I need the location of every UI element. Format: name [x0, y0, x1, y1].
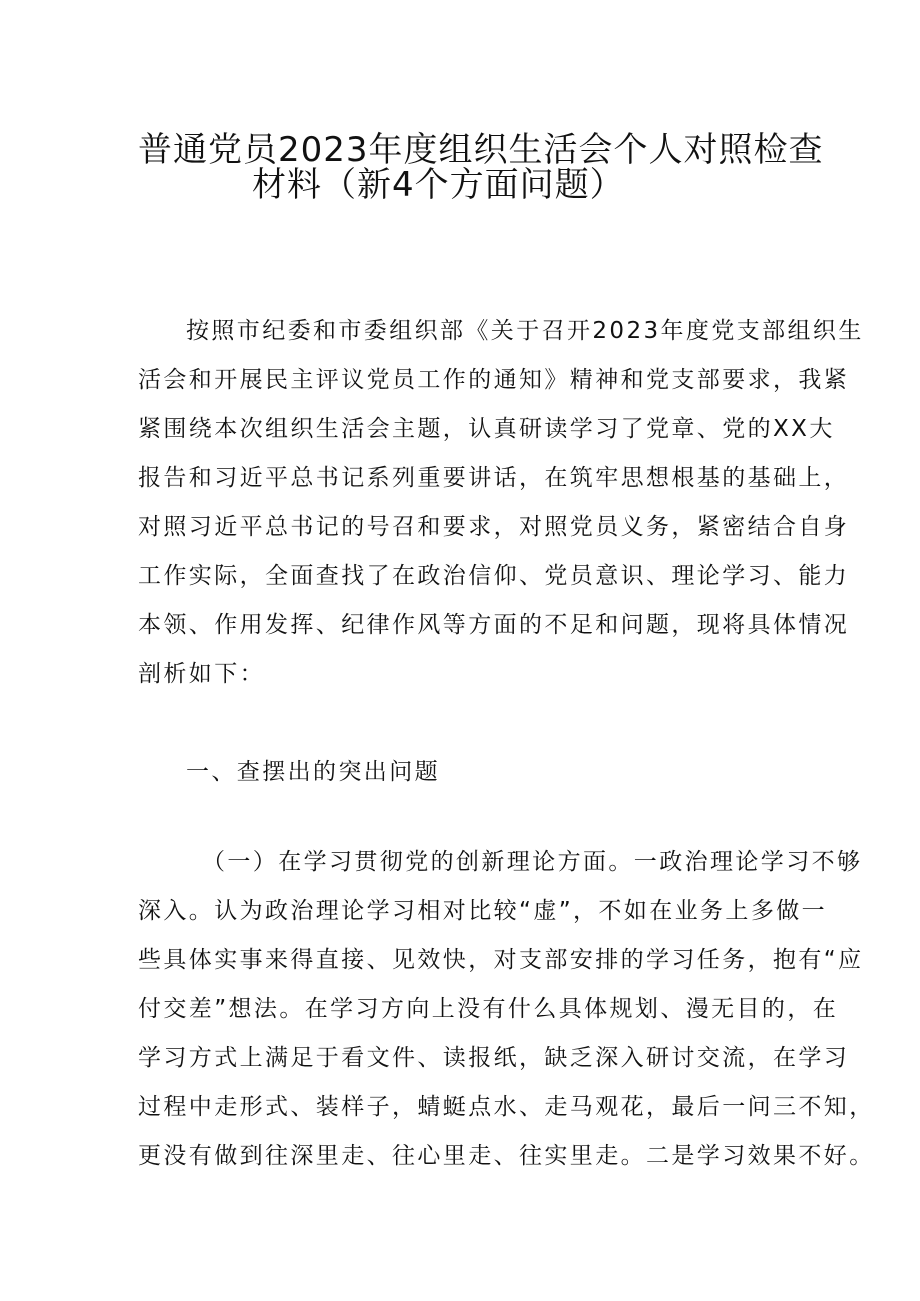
paragraph-1-line-3: 紧围绕本次组织生活会主题，认真研读学习了党章、党的XX大 — [138, 416, 835, 442]
paragraph-1-line-1: 按照市纪委和市委组织部《关于召开2023年度党支部组织生 — [186, 318, 864, 344]
paragraph-2-line-7: 更没有做到往深里走、往心里走、往实里走。二是学习效果不好。 — [138, 1143, 875, 1169]
paragraph-2-line-4: 付交差”想法。在学习方向上没有什么具体规划、漫无目的，在 — [138, 996, 839, 1022]
section-1-heading: 一、查摆出的突出问题 — [186, 759, 440, 785]
paragraph-2-line-6: 过程中走形式、装样子，蜻蜓点水、走马观花，最后一问三不知， — [138, 1094, 875, 1120]
paragraph-1-line-7: 本领、作用发挥、纪律作风等方面的不足和问题，现将具体情况 — [138, 612, 850, 638]
paragraph-1-line-6: 工作实际，全面查找了在政治信仰、党员意识、理论学习、能力 — [138, 563, 850, 589]
paragraph-1-line-4: 报告和习近平总书记系列重要讲话，在筑牢思想根基的基础上， — [138, 465, 850, 491]
paragraph-2-line-3: 些具体实事来得直接、见效快，对支部安排的学习任务，抱有“应 — [138, 947, 864, 973]
paragraph-2-line-5: 学习方式上满足于看文件、读报纸，缺乏深入研讨交流，在学习 — [138, 1045, 850, 1071]
paragraph-1-line-5: 对照习近平总书记的号召和要求，对照党员义务，紧密结合自身 — [138, 514, 850, 540]
paragraph-2-line-1: （一）在学习贯彻党的创新理论方面。一政治理论学习不够 — [202, 849, 863, 875]
document-title-line-2: 材料（新4个方面问题） — [252, 165, 625, 205]
paragraph-2-line-2: 深入。认为政治理论学习相对比较“虚”，不如在业务上多做一 — [138, 898, 828, 924]
paragraph-1-line-8: 剖析如下： — [138, 661, 265, 687]
document-title-line-1: 普通党员2023年度组织生活会个人对照检查 — [138, 130, 824, 170]
paragraph-1-line-2: 活会和开展民主评议党员工作的通知》精神和党支部要求，我紧 — [138, 367, 850, 393]
